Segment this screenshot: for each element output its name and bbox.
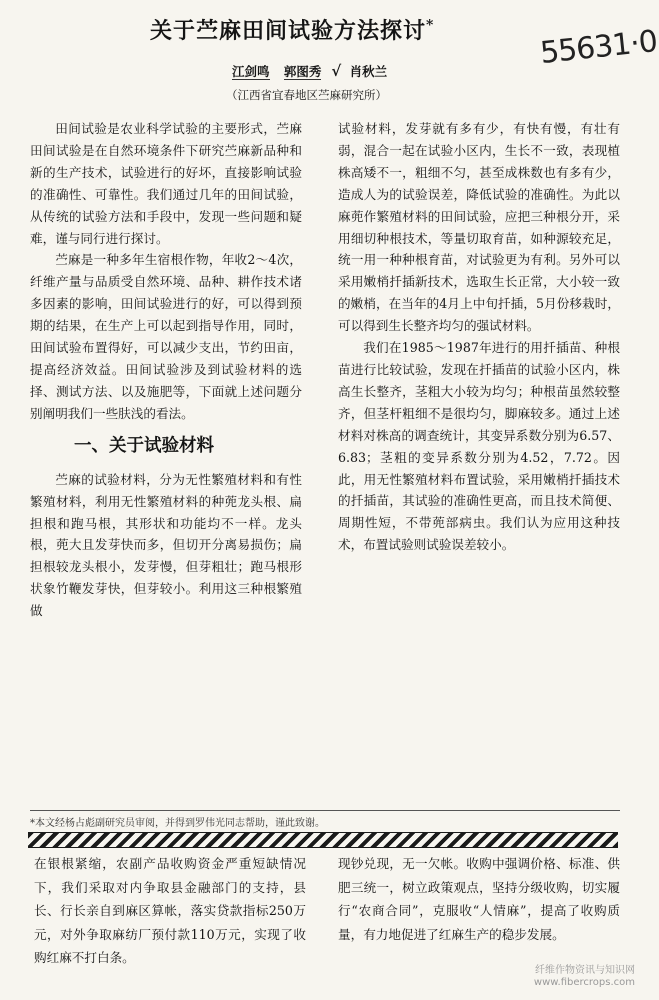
intro-paragraph-1: 田间试验是农业科学试验的主要形式，苎麻田间试验是在自然环境条件下研究苎麻新品种和新的生产技术，试验进行的好坏，直接影响试验的准确性、可靠性。我们通过几年的田间试验，从传统的试验方法和手段中，发现一些问题和疑难，谨与同行进行探讨。 [30, 121, 302, 246]
watermark-line-2: www.fibercrops.com [533, 977, 635, 988]
materials-paragraph-2: 我们在1985～1987年进行的用扦插苗、种根苗进行比较试验，发现在扦插苗的试验小区内，株高生长整齐，茎粗大小较为均匀；种根苗虽然较整齐，但茎杆粗细不是很均匀，脚麻较多。通过上述材料对株高的调查统计，其变异系数分别为6.57、6.83；茎粗的变异系数分别为4.52，7.72。因此，用无性繁殖材料布置试验，采用嫩梢扦插技术的扦插苗，其试验的准确性更高，而且技术简便、周期性短，不带蔸部病虫。我们认为应用这种技术，布置试验则试验误差较小。 [338, 340, 620, 553]
author-1: 江剑鸣 [232, 64, 270, 79]
intro-paragraph-2: 苎麻是一种多年生宿根作物，年收2～4次，纤维产量与品质受自然环境、品种、耕作技术诸多因素的影响，田间试验进行的好，可以得到预期的结果，在生产上可以起到指导作用，同时，田间试验布置得好，可以减少支出，节约田亩，提高经济效益。田间试验涉及到试验材料的选择、测试方法、以及施肥等，下面就上述问题分别阐明我们一些肤浅的看法。 [30, 252, 302, 421]
handwritten-catalog-number: 55631·0 [538, 23, 659, 72]
title-footnote-mark: * [426, 17, 435, 34]
acknowledgement-footnote: *本文经杨占彪副研究员审阅，并得到罗伟光同志帮助，谨此致谢。 [30, 810, 620, 829]
article-title [150, 14, 490, 45]
section-heading-materials: 一、关于试验材料 [74, 435, 214, 456]
decorative-divider [28, 832, 618, 848]
author-list [232, 62, 397, 80]
article-title-text: 关于苎麻田间试验方法探讨 [150, 18, 427, 44]
materials-paragraph-1: 苎麻的试验材料，分为无性繁殖材料和有性繁殖材料，利用无性繁殖材料的种蔸龙头根、扁担根和跑马根，其形状和功能均不一样。龙头根，蔸大且发芽快而多，但切开分离易损伤；扁担根较龙头根小，发芽慢，但芽粗壮；跑马根形状象竹鞭发芽快，但芽较小。利用这三种根繁殖做 [30, 471, 302, 619]
watermark-line-1: 纤维作物资讯与知识网 [535, 965, 635, 976]
right-column [338, 118, 620, 556]
author-3: 肖秋兰 [349, 64, 388, 79]
site-watermark [470, 965, 635, 989]
author-check-mark: √ [331, 62, 342, 80]
next-article-right-column: 现钞兑现，无一欠帐。收购中强调价格、标准、供肥三统一，树立政策观点，坚持分级收购，切实履行“农商合同”，克服收“人情麻”，提高了收购质量，有力地促进了红麻生产的稳步发展。 [338, 856, 620, 942]
author-affiliation: （江西省宜春地区苎麻研究所） [226, 88, 387, 102]
next-article-left-column: 在银根紧缩，农副产品收购资金严重短缺情况下，我们采取对内争取县金融部门的支持，县长、行长亲自到麻区算帐，落实贷款指标250万元，对外争取麻纺厂预付款110万元，实现了收购红麻不打白条。 [34, 856, 306, 965]
left-column [30, 118, 302, 622]
author-2: 郭图秀 [283, 64, 322, 79]
materials-paragraph-continued: 试验材料，发芽就有多有少，有快有慢，有壮有弱，混合一起在试验小区内，生长不一致，表现植株高矮不一，粗细不匀，甚至成株数也有多有少，造成人为的试验误差，降低试验的准确性。为此以麻蔸作繁殖材料的田间试验，应把三种根分开，采用细切种根技术，等量切取育苗，如种源较充足，统一用一种种根育苗，对试验更为有利。另外可以采用嫩梢扦插新技术，选取生长正常，大小较一致的嫩梢，在当年的4月上中旬扦插，5月份移栽时，可以得到生长整齐均匀的强试材料。 [338, 121, 620, 334]
